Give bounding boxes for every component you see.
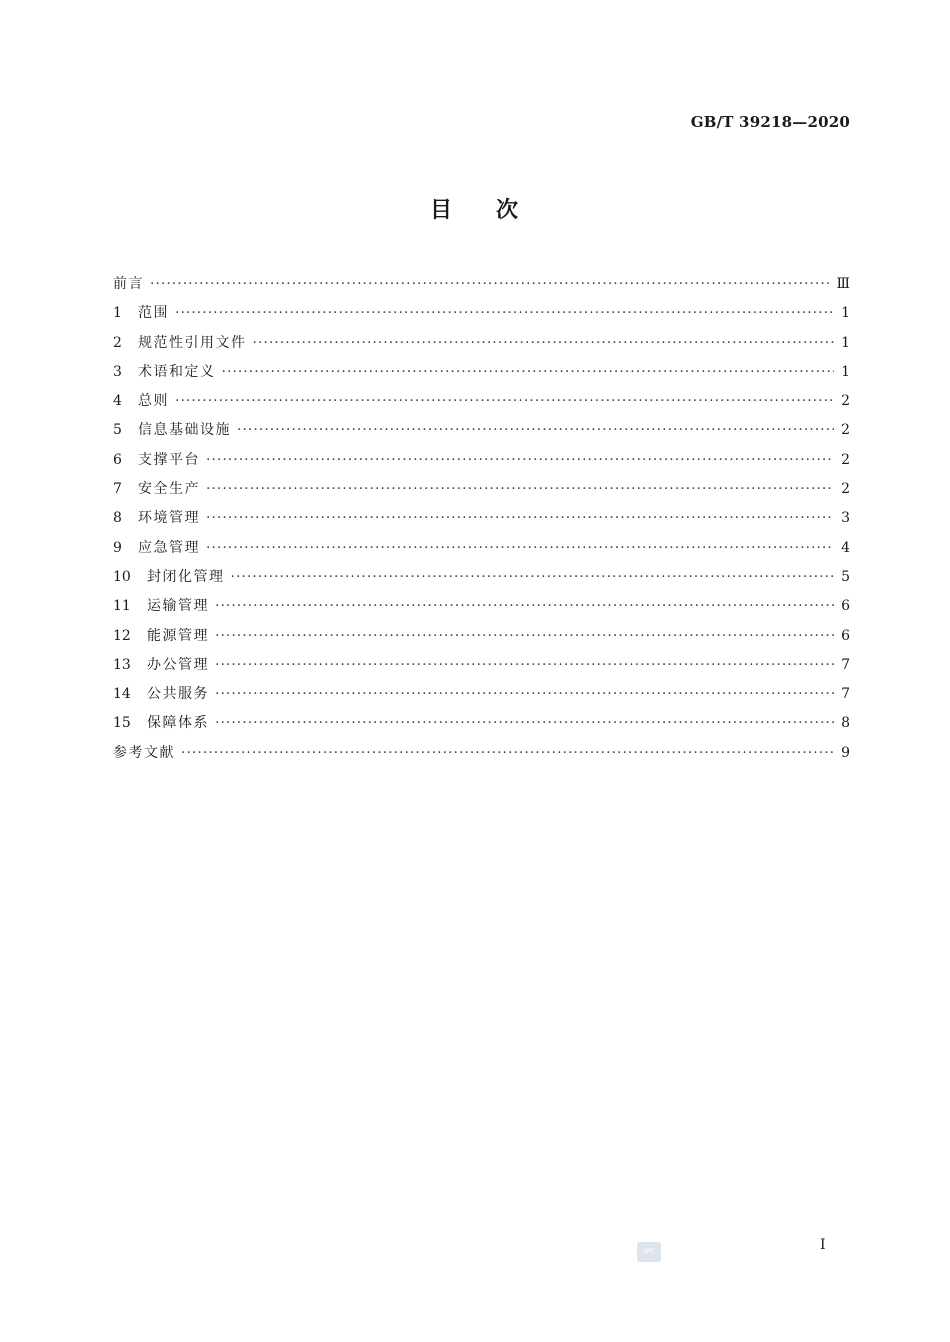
toc-leader-dots (181, 739, 834, 768)
toc-entry-page: 8 (841, 715, 850, 732)
toc-entry-number: 2 (113, 334, 122, 351)
toc-entry-12[interactable] (113, 622, 850, 651)
toc-entry-label: 参考文献 (113, 744, 175, 761)
toc-title-part2: 次 (496, 197, 521, 223)
toc-leader-dots (215, 622, 834, 651)
toc-entry-number: 3 (113, 363, 122, 380)
toc-entry-15[interactable] (113, 709, 850, 738)
toc-entry-3[interactable] (113, 358, 850, 387)
toc-entry-number: 12 (113, 627, 131, 644)
toc-entry-label: 范围 (138, 305, 169, 322)
toc-entry-10[interactable] (113, 563, 850, 592)
toc-leader-dots (175, 387, 834, 416)
toc-entry-number: 14 (113, 686, 131, 703)
toc-entry-label: 办公管理 (147, 656, 209, 673)
toc-entry-page: 5 (841, 568, 850, 585)
toc-leader-dots (150, 270, 832, 299)
toc-entry-page: 2 (841, 481, 850, 498)
toc-entry-number: 4 (113, 393, 122, 410)
toc-entry-label: 应急管理 (138, 539, 200, 556)
toc-entry-page: Ⅲ (836, 276, 850, 292)
toc-entry-number: 7 (113, 481, 122, 498)
toc-entry-page: 4 (841, 539, 850, 556)
toc-entry-number: 1 (113, 305, 122, 322)
toc-leader-dots (206, 504, 834, 533)
toc-entry-label: 保障体系 (147, 715, 209, 732)
toc-entry-number: 15 (113, 715, 131, 732)
toc-entry-page: 1 (841, 305, 850, 322)
toc-leader-dots (237, 416, 834, 445)
toc-entry-14[interactable] (113, 680, 850, 709)
toc-leader-dots (222, 358, 835, 387)
toc-entry-number: 11 (113, 598, 131, 615)
toc-entry-number: 6 (113, 451, 122, 468)
toc-entry-5[interactable] (113, 416, 850, 445)
toc-entry-7[interactable] (113, 475, 850, 504)
toc-leader-dots (206, 446, 834, 475)
toc-entry-page: 6 (841, 598, 850, 615)
toc-entry-label: 运输管理 (147, 598, 209, 615)
toc-entry-1[interactable] (113, 299, 850, 328)
toc-entry-13[interactable] (113, 651, 850, 680)
toc-entry-label: 前言 (113, 276, 144, 292)
toc-entry-page: 7 (841, 686, 850, 703)
toc-entry-page: 6 (841, 627, 850, 644)
toc-entry-number: 9 (113, 539, 122, 556)
toc-entry-label: 支撑平台 (138, 451, 200, 468)
toc-entry-2[interactable] (113, 329, 850, 358)
toc-entry-9[interactable] (113, 534, 850, 563)
toc-entry-bibliography[interactable] (113, 739, 850, 768)
toc-entry-label: 术语和定义 (138, 363, 216, 380)
toc-entry-number: 8 (113, 510, 122, 527)
toc-entry-label: 总则 (138, 393, 169, 410)
page-number: Ⅰ (820, 1237, 826, 1253)
publisher-logo-icon: SPC (637, 1242, 661, 1262)
toc-entry-number: 13 (113, 656, 131, 673)
toc-entry-label: 规范性引用文件 (138, 334, 247, 351)
toc-leader-dots (215, 680, 834, 709)
toc-entry-page: 7 (841, 656, 850, 673)
toc-title-part1: 目 (429, 197, 454, 223)
toc-entry-page: 3 (841, 510, 850, 527)
toc-leader-dots (215, 709, 834, 738)
toc-leader-dots (253, 329, 835, 358)
toc-entry-11[interactable] (113, 592, 850, 621)
toc-entry-page: 1 (841, 334, 850, 351)
toc-entry-page: 2 (841, 393, 850, 410)
toc-entry-label: 封闭化管理 (147, 568, 225, 585)
toc-entry-number: 10 (113, 568, 131, 585)
toc-entry-label: 安全生产 (138, 481, 200, 498)
toc-title (0, 193, 950, 224)
toc-entry-label: 信息基础设施 (138, 422, 231, 439)
toc-leader-dots (215, 651, 834, 680)
toc-entry-label: 公共服务 (147, 686, 209, 703)
standard-number: GB/T 39218—2020 (690, 113, 850, 131)
toc-leader-dots (206, 475, 834, 504)
toc-entry-page: 2 (841, 422, 850, 439)
toc-entry-page: 1 (841, 363, 850, 380)
toc-entry-8[interactable] (113, 504, 850, 533)
toc-entry-number: 5 (113, 422, 122, 439)
toc-entry-page: 9 (841, 744, 850, 761)
toc-entry-label: 能源管理 (147, 627, 209, 644)
toc-entry-label: 环境管理 (138, 510, 200, 527)
toc-entry-page: 2 (841, 451, 850, 468)
toc-leader-dots (175, 299, 834, 328)
table-of-contents (113, 270, 850, 768)
toc-entry-foreword[interactable] (113, 270, 850, 299)
toc-leader-dots (206, 534, 834, 563)
toc-leader-dots (231, 563, 835, 592)
toc-entry-6[interactable] (113, 446, 850, 475)
toc-leader-dots (215, 592, 834, 621)
toc-entry-4[interactable] (113, 387, 850, 416)
